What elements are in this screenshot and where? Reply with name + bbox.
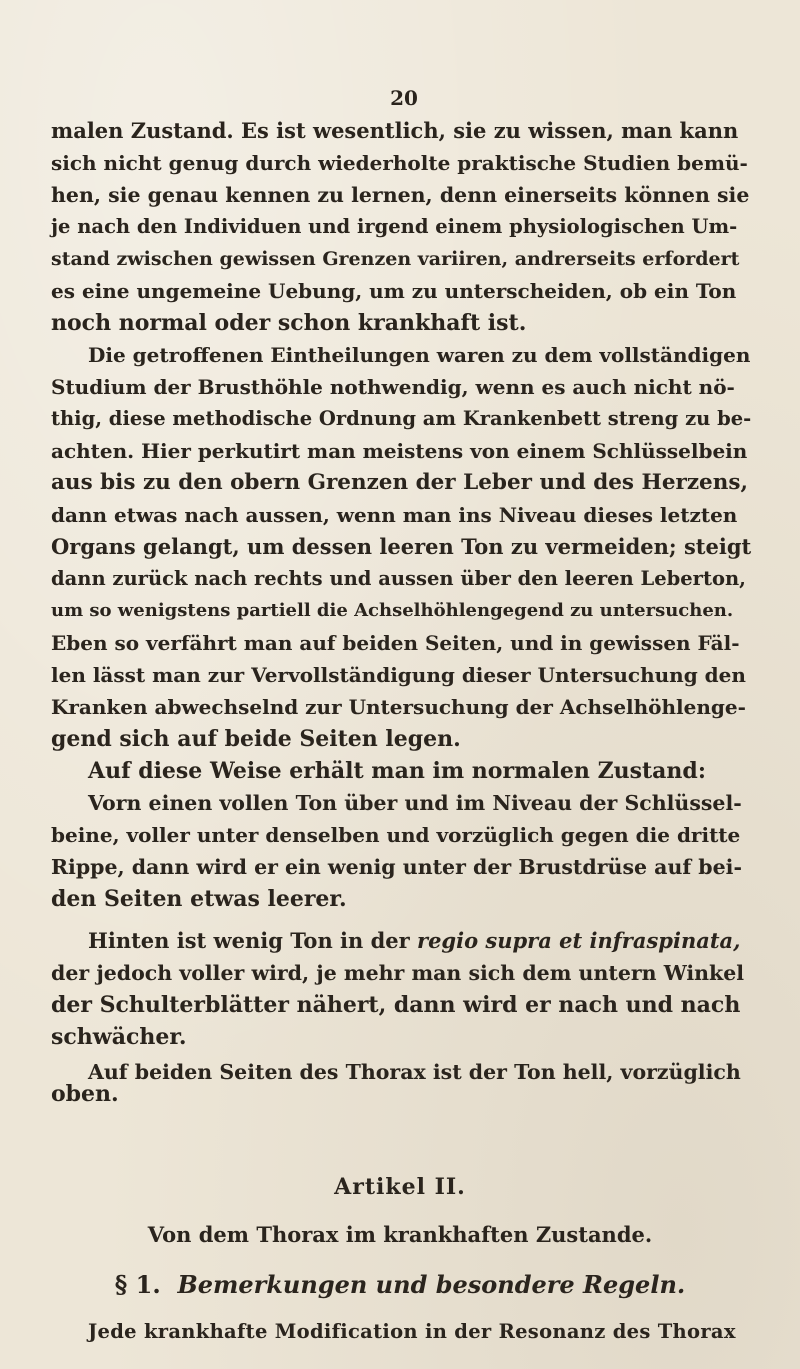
text-line: thig, diese methodische Ordnung am Krankenbett streng zu be- (51, 407, 752, 430)
page-number: 20 (390, 86, 418, 110)
text-line: Kranken abwechselnd zur Untersuchung der Achselhöhlenge- (51, 695, 746, 719)
text-line: Studium der Brusthöhle nothwendig, wenn es auch nicht nö- (51, 375, 735, 399)
text-line: Die getroffenen Eintheilungen waren zu dem vollständigen (88, 343, 751, 367)
text-line: Auf diese Weise erhält man im normalen Zustand: (88, 758, 706, 784)
text-line: gend sich auf beide Seiten legen. (51, 726, 461, 752)
text-line: oben. (51, 1081, 119, 1107)
text-line: es eine ungemeine Uebung, um zu unterscheiden, ob ein Ton (51, 279, 737, 303)
section-title: Bemerkungen und besondere Regeln. (177, 1270, 686, 1299)
article-heading: Artikel II. (334, 1174, 466, 1200)
text-line: Vorn einen vollen Ton über und im Niveau der Schlüssel- (88, 791, 742, 815)
text-line: Auf beiden Seiten des Thorax ist der Ton hell, vorzüglich (88, 1060, 741, 1084)
text-line: malen Zustand. Es ist wesentlich, sie zu wissen, man kann (51, 118, 739, 143)
text-line: noch normal oder schon krankhaft ist. (51, 310, 527, 336)
text-line (88, 927, 751, 955)
text-line: Rippe, dann wird er ein wenig unter der Brustdrüse auf bei- (51, 855, 742, 879)
text-run: Hinten ist wenig Ton in der (88, 928, 417, 953)
text-line: der Schulterblätter nähert, dann wird er nach und nach (51, 992, 741, 1018)
text-line: stand zwischen gewissen Grenzen variiren, andrerseits erfordert (51, 248, 740, 270)
text-line: dann zurück nach rechts und aussen über den leeren Leberton, (51, 567, 746, 590)
text-line: je nach den Individuen und irgend einem physiologischen Um- (51, 215, 738, 238)
text-line: sich nicht genug durch wiederholte praktische Studien bemü- (51, 151, 748, 175)
text-line: Eben so verfährt man auf beiden Seiten, und in gewissen Fäl- (51, 631, 740, 655)
text-line: dann etwas nach aussen, wenn man ins Niveau dieses letzten (51, 503, 738, 527)
text-line: der jedoch voller wird, je mehr man sich dem untern Winkel (51, 961, 745, 985)
text-line: um so wenigstens partiell die Achselhöhlengegend zu untersuchen. (51, 600, 734, 621)
text-line: hen, sie genau kennen zu lernen, denn einerseits können sie (51, 183, 750, 207)
latin-term: regio supra et infraspinata, (417, 928, 741, 953)
text-line: achten. Hier perkutirt man meistens von einem Schlüsselbein (51, 439, 748, 463)
section-number: § 1. (114, 1270, 161, 1299)
section-heading (0, 1270, 800, 1299)
text-line: Organs gelangt, um dessen leeren Ton zu vermeiden; steigt (51, 534, 752, 559)
text-line: aus bis zu den obern Grenzen der Leber und des Herzens, (51, 470, 748, 495)
text-line: Jede krankhafte Modification in der Resonanz des Thorax (88, 1320, 736, 1343)
text-line: schwächer. (51, 1024, 187, 1050)
text-line: len lässt man zur Vervollständigung dieser Untersuchung den (51, 663, 746, 687)
text-line: den Seiten etwas leerer. (51, 886, 347, 912)
text-line: beine, voller unter denselben und vorzüglich gegen die dritte (51, 823, 741, 847)
article-subheading: Von dem Thorax im krankhaften Zustande. (147, 1222, 653, 1247)
